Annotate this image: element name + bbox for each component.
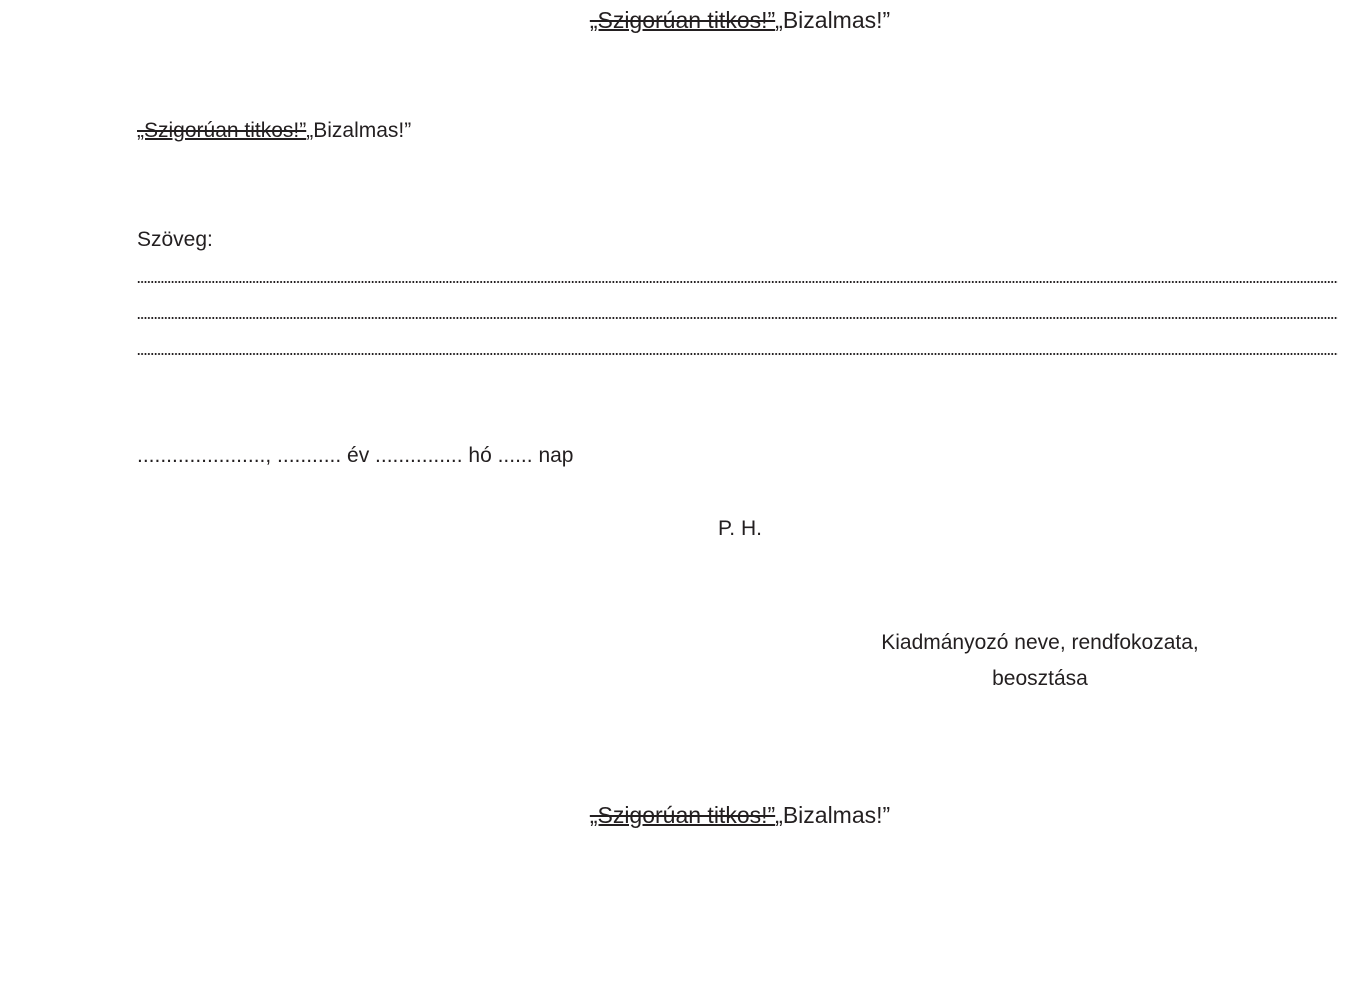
classification-header-top bbox=[0, 9, 1371, 32]
body-label: Szöveg: bbox=[137, 228, 213, 251]
body-dotted-line-1 bbox=[137, 281, 1338, 283]
classification-marking bbox=[137, 120, 411, 141]
signer-block bbox=[840, 625, 1240, 697]
struck-classification: „Szigorúan titkos!” bbox=[137, 119, 307, 142]
current-classification: „Bizalmas!” bbox=[775, 7, 891, 33]
struck-classification: „Szigorúan titkos!” bbox=[589, 7, 776, 33]
stamp-placeholder: P. H. bbox=[718, 517, 762, 540]
date-line: ......................, ........... év ............... hó ...... nap bbox=[137, 444, 574, 467]
signer-position: beosztása bbox=[992, 667, 1088, 690]
classification-footer-bottom bbox=[0, 804, 1371, 827]
body-dotted-line-3 bbox=[137, 353, 1338, 355]
body-dotted-line-2 bbox=[137, 317, 1338, 319]
struck-classification: „Szigorúan titkos!” bbox=[589, 802, 776, 828]
signer-name-rank: Kiadmányozó neve, rendfokozata, bbox=[881, 631, 1199, 654]
current-classification: „Bizalmas!” bbox=[306, 119, 412, 142]
current-classification: „Bizalmas!” bbox=[775, 802, 891, 828]
